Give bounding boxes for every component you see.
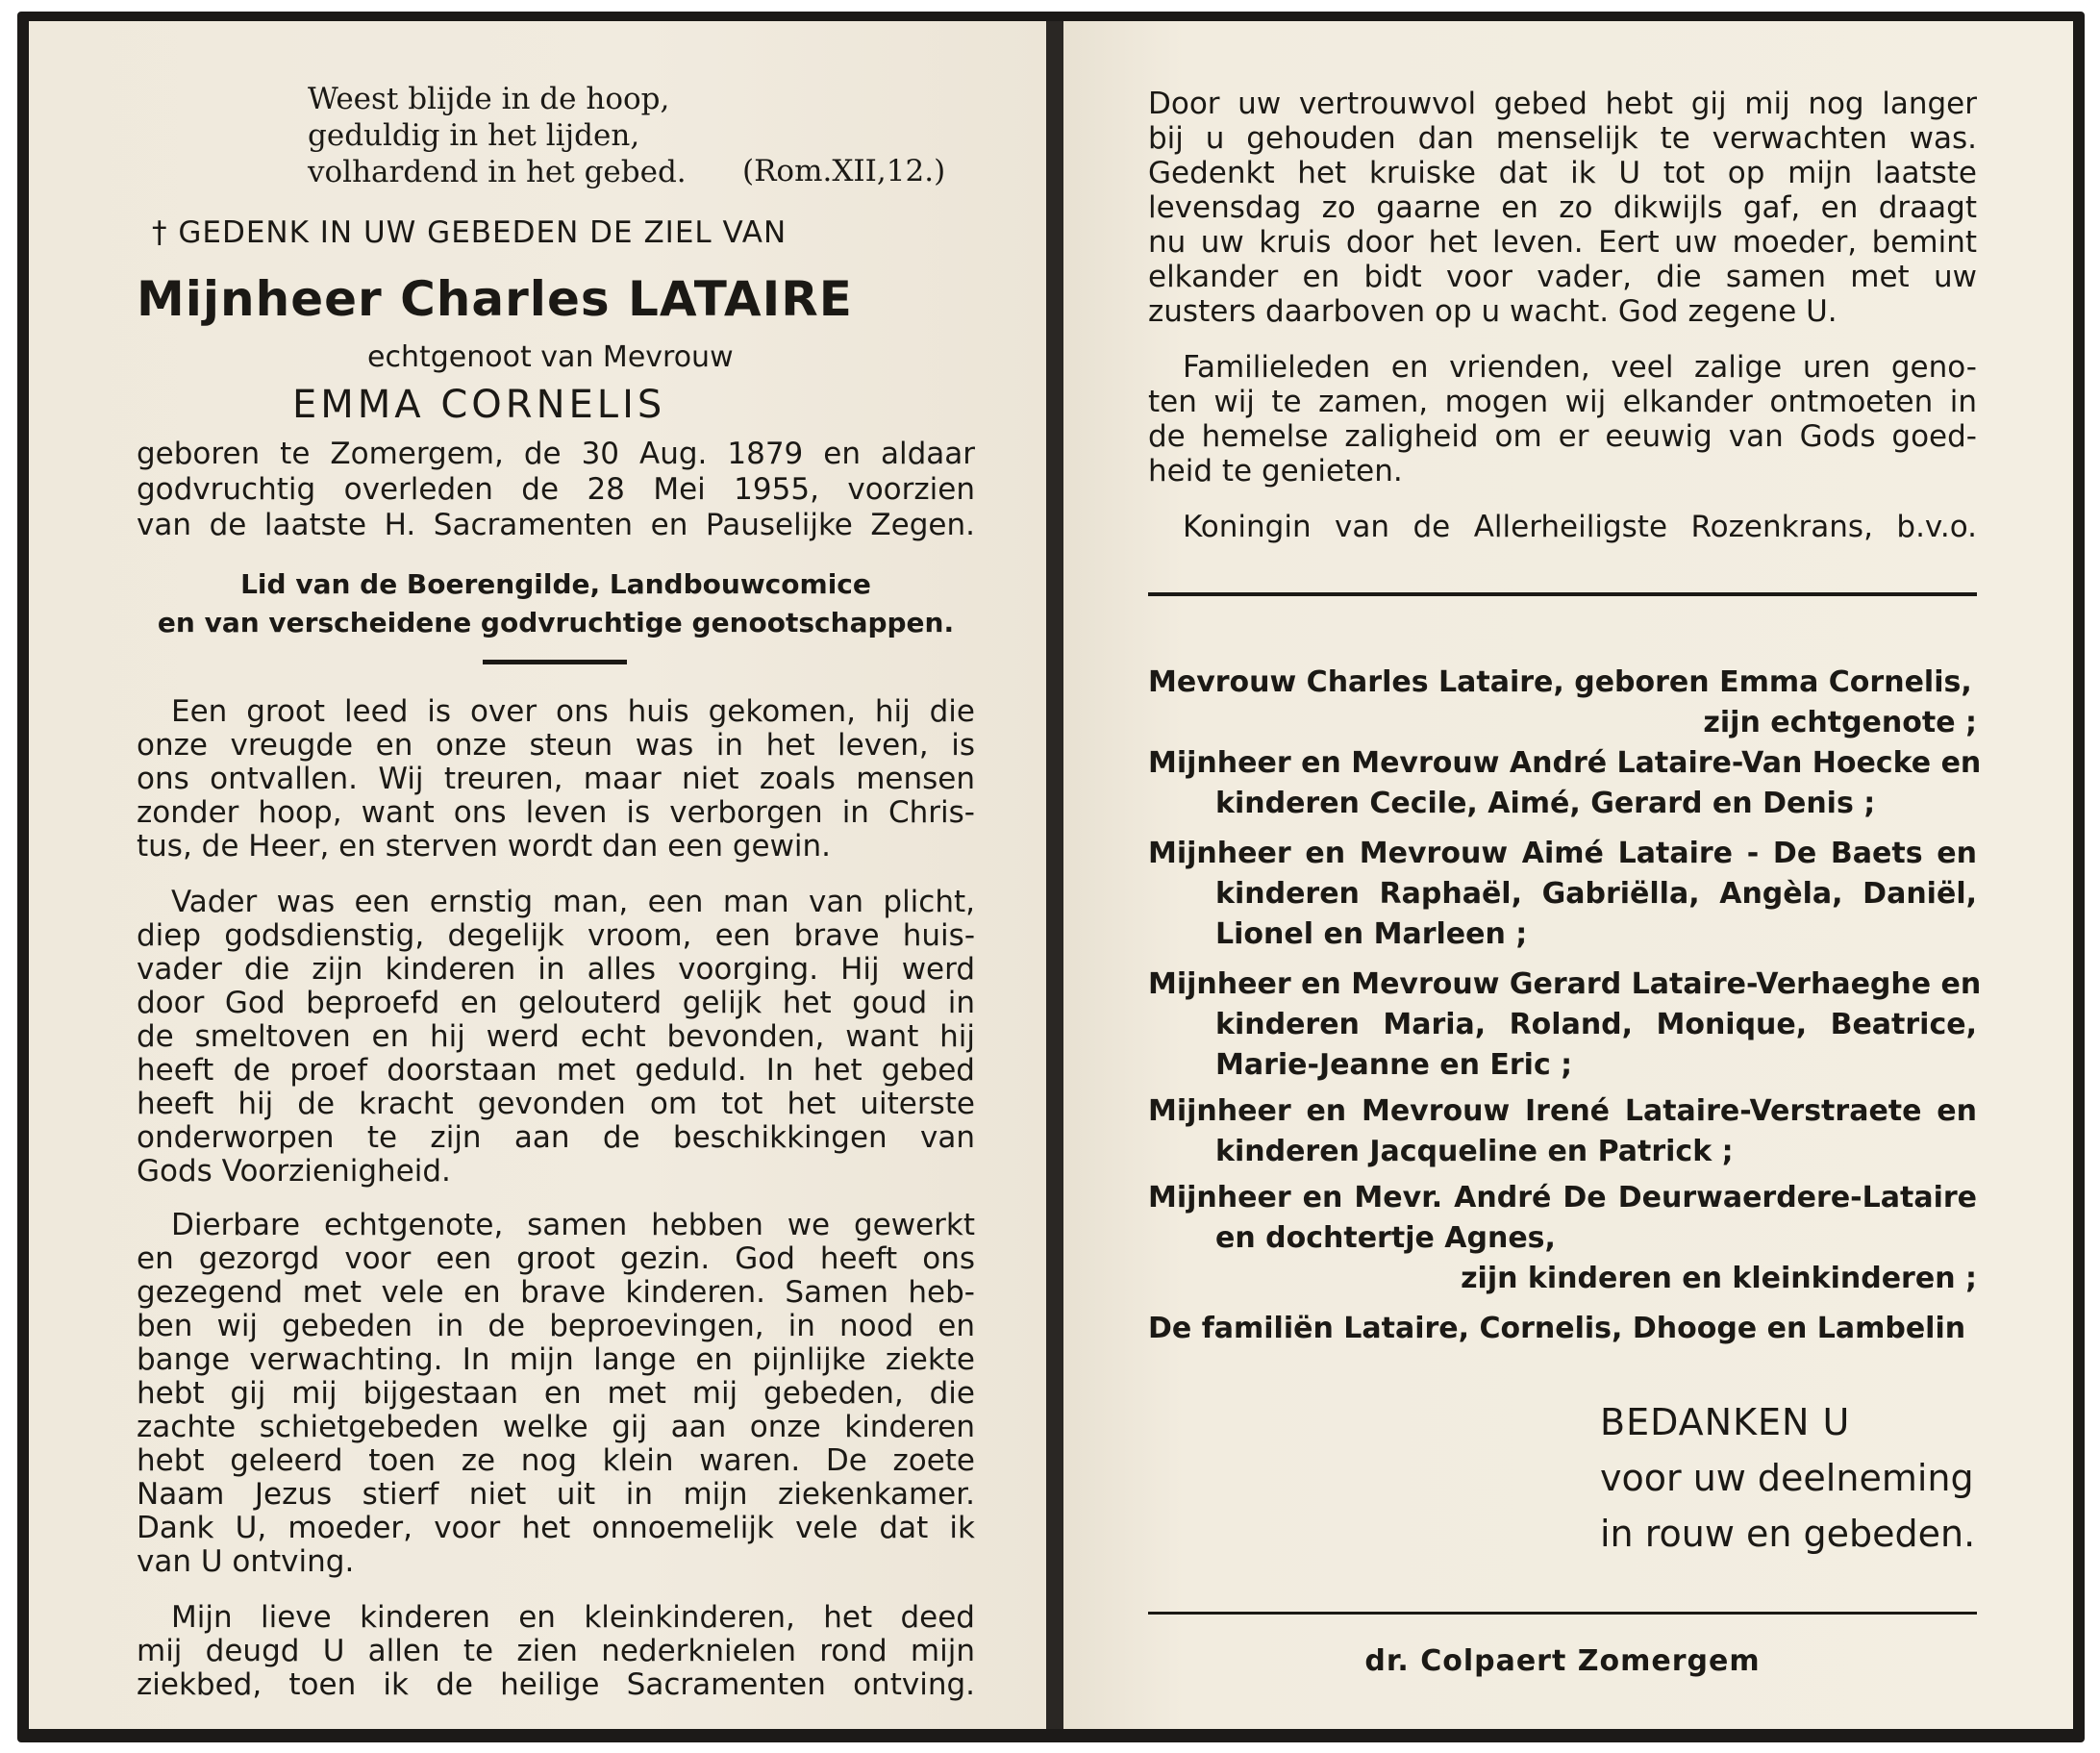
para2-line: de smeltoven en hij werd echt bevonden, want hij bbox=[137, 1019, 975, 1054]
family-line: kinderen Maria, Roland, Monique, Beatrice, bbox=[1215, 1008, 1977, 1041]
spouse-name: EMMA CORNELIS bbox=[292, 383, 666, 427]
para3-line: en gezorgd voor een groot gezin. God heeft ons bbox=[137, 1241, 975, 1276]
member-line-2: en van verscheidene godvruchtige genootschappen. bbox=[157, 607, 955, 639]
family-line: kinderen Jacqueline en Patrick ; bbox=[1215, 1135, 1734, 1168]
deceased-name: Mijnheer Charles LATAIRE bbox=[137, 271, 853, 327]
para1-line: Een groot leed is over ons huis gekomen, hij die bbox=[171, 694, 975, 729]
para3-line: Dierbare echtgenote, samen hebben we gewerkt bbox=[171, 1208, 975, 1242]
divider-bottom bbox=[1148, 1612, 1977, 1615]
para2-line: Gods Voorzienigheid. bbox=[137, 1154, 451, 1189]
para3-line: zachte schietgebeden welke gij aan onze kinderen bbox=[137, 1410, 975, 1444]
rpara1-line: Door uw vertrouwvol gebed hebt gij mij nog langer bbox=[1148, 87, 1977, 121]
divider-short bbox=[483, 660, 627, 664]
para2-line: diep godsdienstig, degelijk vroom, een brave huis- bbox=[137, 918, 975, 953]
rpara1-line: levensdag zo gaarne en zo dikwijls gaf, en draagt bbox=[1148, 190, 1977, 225]
rpara2-line: de hemelse zaligheid om er eeuwig van Gods goed- bbox=[1148, 419, 1977, 454]
thanks-heading: BEDANKEN U bbox=[1600, 1401, 1851, 1443]
family-line: Mijnheer en Mevrouw Gerard Lataire-Verhaeghe en bbox=[1148, 967, 1982, 1001]
para3-line: Naam Jezus stierf niet uit in mijn ziekenkamer. bbox=[137, 1477, 975, 1512]
motto-reference: (Rom.XII,12.) bbox=[742, 154, 946, 188]
rpara2-line: heid te genieten. bbox=[1148, 454, 1403, 488]
para2-line: heeft hij de kracht gevonden om tot het uiterste bbox=[137, 1087, 975, 1121]
para3-line: gezegend met vele en brave kinderen. Samen heb- bbox=[137, 1275, 975, 1310]
family-line: kinderen Cecile, Aimé, Gerard en Denis ; bbox=[1215, 787, 1876, 820]
spouse-intro: echtgenoot van Mevrouw bbox=[367, 340, 734, 374]
motto-line-1: Weest blijde in de hoop, bbox=[308, 82, 670, 116]
rpara1-line: bij u gehouden dan menselijk te verwachten was. bbox=[1148, 121, 1977, 156]
para3-line: hebt gij mij bijgestaan en met mij gebeden, die bbox=[137, 1376, 975, 1411]
para2-line: door God beproefd en gelouterd gelijk het goud in bbox=[137, 986, 975, 1020]
divider-long bbox=[1148, 592, 1977, 596]
family-line: Mijnheer en Mevrouw Aimé Lataire - De Baets en bbox=[1148, 837, 1977, 870]
para3-line: ben wij gebeden in de beproevingen, in nood en bbox=[137, 1309, 975, 1343]
para2-line: Vader was een ernstig man, een man van plicht, bbox=[171, 885, 975, 919]
family-line: Mevrouw Charles Lataire, geboren Emma Cornelis, bbox=[1148, 665, 1972, 699]
family-line: De familiën Lataire, Cornelis, Dhooge en Lambelin bbox=[1148, 1312, 1966, 1345]
birth-line-1: geboren te Zomergem, de 30 Aug. 1879 en aldaar bbox=[137, 437, 975, 471]
para4-line: mij deugd U allen te zien nederknielen rond mijn bbox=[137, 1634, 975, 1668]
card-fold bbox=[1046, 21, 1063, 1729]
para3-line: hebt geleerd toen ze nog klein waren. De zoete bbox=[137, 1443, 975, 1478]
thanks-line: in rouw en gebeden. bbox=[1600, 1513, 1976, 1555]
family-line: zijn echtgenote ; bbox=[1703, 706, 1977, 739]
family-line: zijn kinderen en kleinkinderen ; bbox=[1461, 1262, 1977, 1295]
family-line: Mijnheer en Mevrouw Irené Lataire-Verstraete en bbox=[1148, 1094, 1977, 1128]
printer-credit: dr. Colpaert Zomergem bbox=[1364, 1644, 1761, 1678]
rpara1-line: nu uw kruis door het leven. Eert uw moeder, bemint bbox=[1148, 225, 1977, 260]
gedenk-heading: † GEDENK IN UW GEBEDEN DE ZIEL VAN bbox=[152, 215, 788, 250]
rpara1-line: Gedenkt het kruiske dat ik U tot op mijn laatste bbox=[1148, 156, 1977, 190]
member-line-1: Lid van de Boerengilde, Landbouwcomice bbox=[240, 568, 871, 600]
rpara1-line: elkander en bidt voor vader, die samen met uw bbox=[1148, 260, 1977, 294]
birth-line-3: van de laatste H. Sacramenten en Pauselijke Zegen. bbox=[137, 508, 975, 542]
para1-line: tus, de Heer, en sterven wordt dan een gewin. bbox=[137, 829, 832, 864]
para2-line: onderworpen te zijn aan de beschikkingen van bbox=[137, 1120, 975, 1155]
para1-line: ons ontvallen. Wij treuren, maar niet zoals mensen bbox=[137, 762, 975, 796]
para1-line: zonder hoop, want ons leven is verborgen in Chris- bbox=[137, 795, 975, 830]
right-page bbox=[1063, 21, 2073, 1729]
rpara1-line: zusters daarboven op u wacht. God zegene U. bbox=[1148, 294, 1838, 329]
para2-line: vader die zijn kinderen in alles voorging. Hij werd bbox=[137, 952, 975, 987]
para3-line: van U ontving. bbox=[137, 1544, 355, 1579]
rpara2-line: Familieleden en vrienden, veel zalige uren geno- bbox=[1183, 350, 1977, 385]
para4-line: Mijn lieve kinderen en kleinkinderen, het deed bbox=[171, 1600, 975, 1635]
motto-line-3: volhardend in het gebed. bbox=[308, 155, 687, 189]
thanks-line: voor uw deelneming bbox=[1600, 1457, 1974, 1499]
left-page bbox=[29, 21, 1046, 1729]
family-line: Mijnheer en Mevrouw André Lataire-Van Hoecke en bbox=[1148, 746, 1982, 780]
family-line: en dochtertje Agnes, bbox=[1215, 1221, 1556, 1255]
para3-line: Dank U, moeder, voor het onnoemelijk vele dat ik bbox=[137, 1511, 975, 1545]
para3-line: bange verwachting. In mijn lange en pijnlijke ziekte bbox=[137, 1342, 975, 1377]
family-line: Mijnheer en Mevr. André De Deurwaerdere-Lataire bbox=[1148, 1181, 1977, 1215]
para4-line: ziekbed, toen ik de heilige Sacramenten ontving. bbox=[137, 1667, 975, 1702]
family-line: kinderen Raphaël, Gabriëlla, Angèla, Daniël, bbox=[1215, 877, 1977, 911]
memorial-card bbox=[17, 12, 2085, 1742]
motto-line-2: geduldig in het lijden, bbox=[308, 118, 640, 153]
rpara2-line: ten wij te zamen, mogen wij elkander ontmoeten in bbox=[1148, 385, 1977, 419]
family-line: Lionel en Marleen ; bbox=[1215, 917, 1528, 951]
para2-line: heeft de proef doorstaan met geduld. In het gebed bbox=[137, 1053, 975, 1088]
para1-line: onze vreugde en onze steun was in het leven, is bbox=[137, 728, 975, 763]
birth-line-2: godvruchtig overleden de 28 Mei 1955, voorzien bbox=[137, 472, 975, 507]
rpara3-line: Koningin van de Allerheiligste Rozenkrans, b.v.o. bbox=[1183, 510, 1977, 544]
family-line: Marie-Jeanne en Eric ; bbox=[1215, 1048, 1573, 1082]
